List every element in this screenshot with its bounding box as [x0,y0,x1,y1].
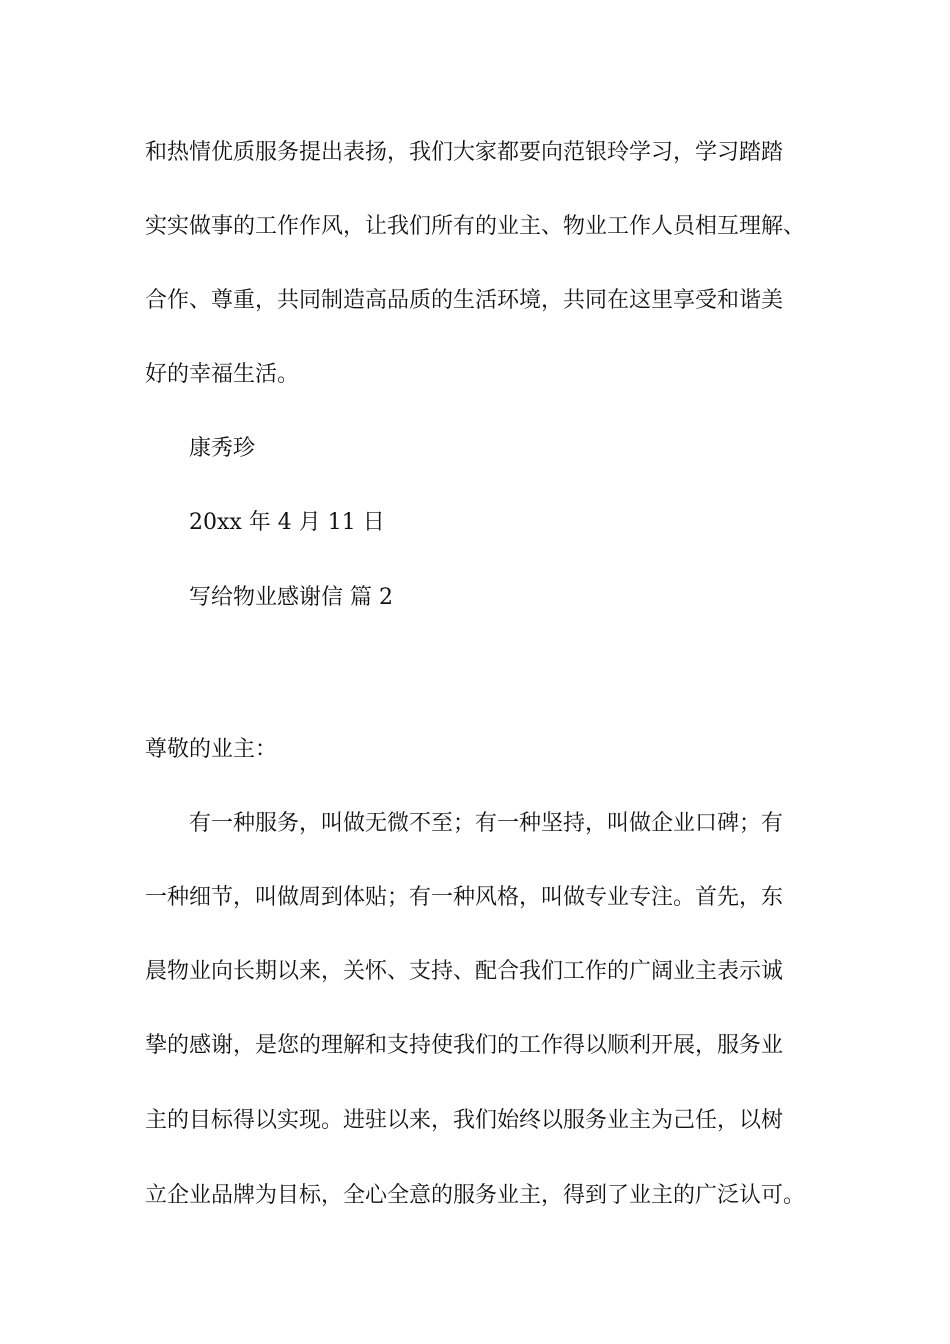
body-text-line: 和热情优质服务提出表扬，我们大家都要向范银玲学习，学习踏踏 [145,140,784,165]
body-text-line: 一种细节，叫做周到体贴；有一种风格，叫做专业专注。首先，东 [145,885,784,910]
body-text-line: 立企业品牌为目标，全心全意的服务业主，得到了业主的广泛认可。 [145,1183,806,1208]
signature-name: 康秀珍 [189,436,256,461]
body-text-line: 主的目标得以实现。进驻以来，我们始终以服务业主为己任，以树 [145,1108,784,1133]
section-title: 写给物业感谢信 篇 2 [189,585,393,610]
body-text-line: 实实做事的工作作风，让我们所有的业主、物业工作人员相互理解、 [145,214,806,239]
signature-date: 20xx 年 4 月 11 日 [189,510,385,535]
salutation: 尊敬的业主： [145,737,278,762]
body-text-line: 合作、尊重，共同制造高品质的生活环境，共同在这里享受和谐美 [145,288,784,313]
body-text-line: 挚的感谢，是您的理解和支持使我们的工作得以顺利开展，服务业 [145,1033,784,1058]
body-text-line: 晨物业向长期以来，关怀、支持、配合我们工作的广阔业主表示诚 [145,959,784,984]
body-text-line: 有一种服务，叫做无微不至；有一种坚持，叫做企业口碑；有 [189,811,784,836]
body-text-line: 好的幸福生活。 [145,362,300,387]
